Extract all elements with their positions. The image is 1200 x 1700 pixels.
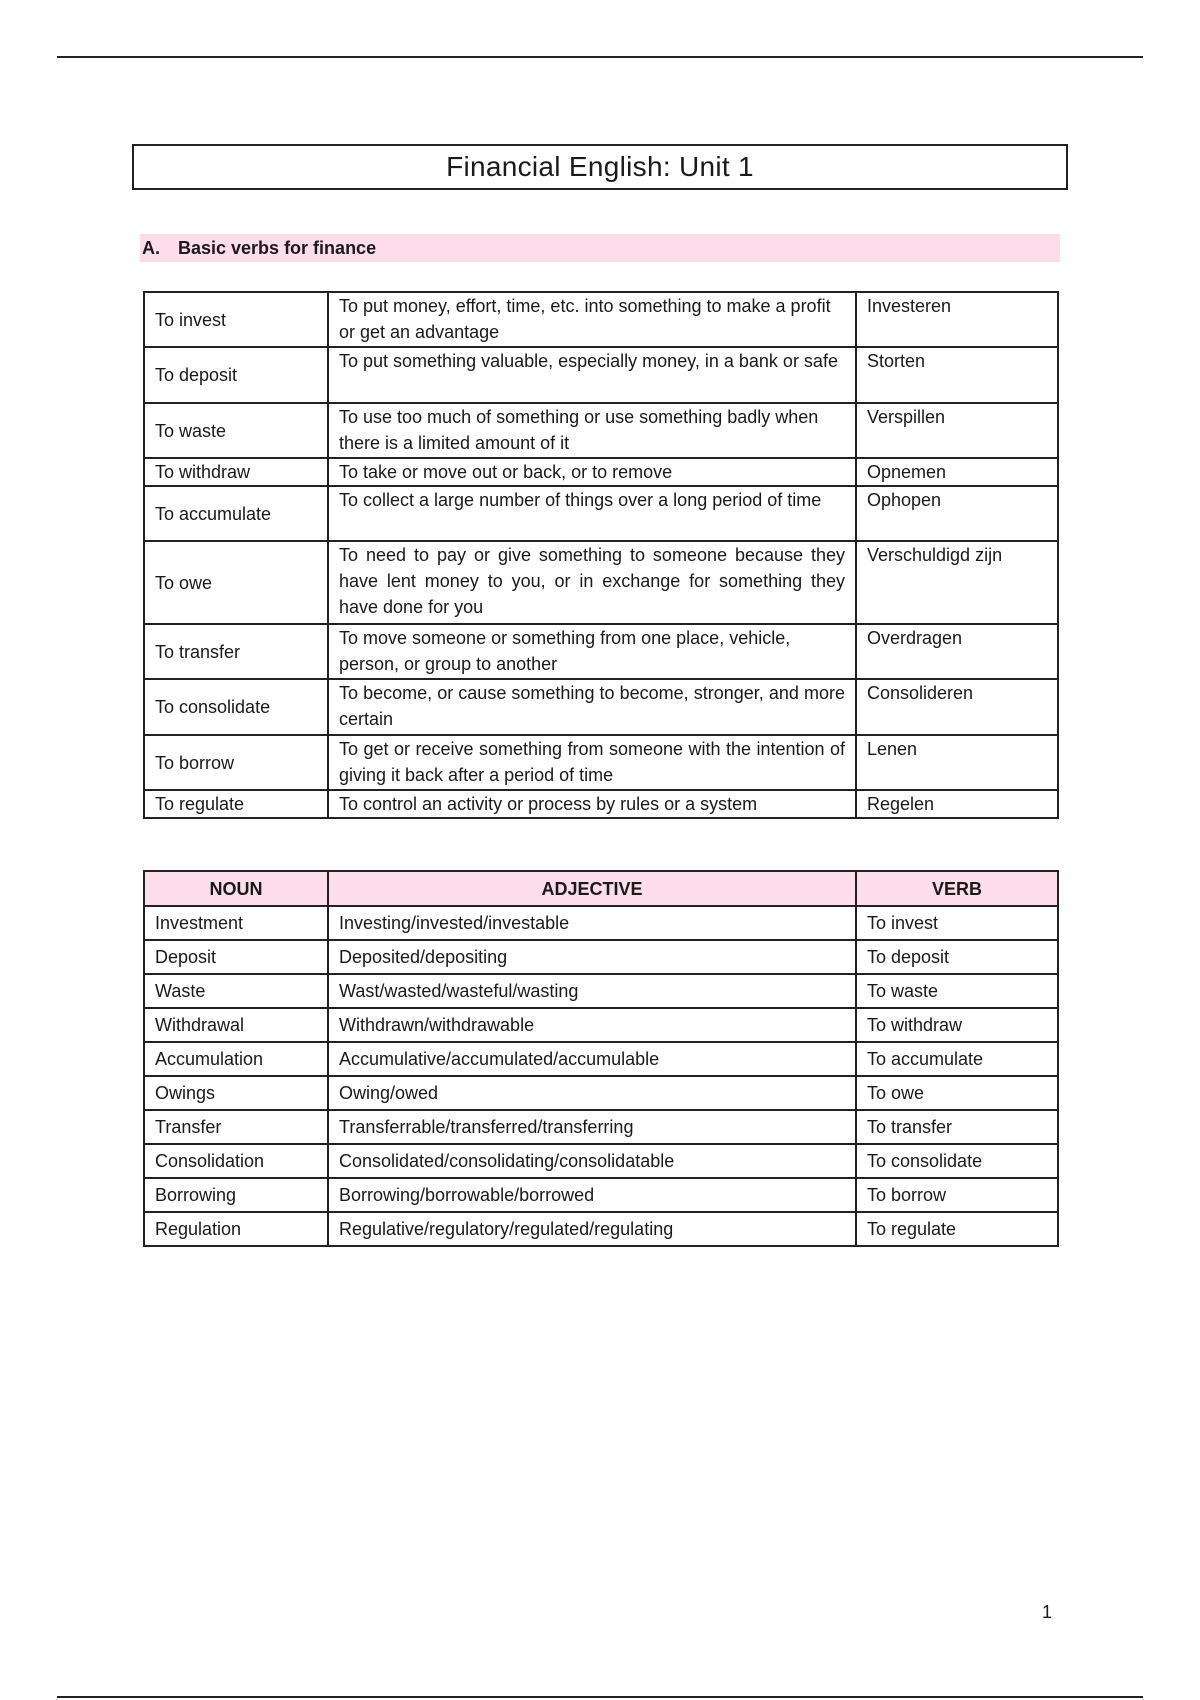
- noun-cell: Deposit: [144, 940, 328, 974]
- noun-cell: Regulation: [144, 1212, 328, 1246]
- verb-cell: To owe: [144, 541, 328, 624]
- dutch-translation-cell: Opnemen: [856, 458, 1058, 486]
- verb-cell: To withdraw: [856, 1008, 1058, 1042]
- dutch-translation-cell: Storten: [856, 347, 1058, 403]
- section-letter: A.: [142, 237, 160, 258]
- verb-cell: To regulate: [856, 1212, 1058, 1246]
- word-forms-table: [143, 870, 1059, 1247]
- header-rule: [57, 56, 1143, 58]
- dutch-translation-cell: Overdragen: [856, 624, 1058, 679]
- table-row: [144, 974, 1058, 1008]
- table-row: [144, 940, 1058, 974]
- dutch-translation-cell: Consolideren: [856, 679, 1058, 735]
- table-row: [144, 906, 1058, 940]
- table-row: [144, 790, 1058, 818]
- table-row: [144, 541, 1058, 624]
- adjective-cell: Deposited/depositing: [328, 940, 856, 974]
- adjective-column-header: ADJECTIVE: [328, 871, 856, 906]
- noun-cell: Waste: [144, 974, 328, 1008]
- table-row: [144, 1212, 1058, 1246]
- adjective-cell: Investing/invested/investable: [328, 906, 856, 940]
- dutch-translation-cell: Regelen: [856, 790, 1058, 818]
- definition-cell: To put something valuable, especially money, in a bank or safe: [328, 347, 856, 403]
- table-row: [144, 1008, 1058, 1042]
- verbs-table: [143, 291, 1059, 819]
- table-row: [144, 679, 1058, 735]
- verb-cell: To waste: [144, 403, 328, 458]
- table-row: [144, 1110, 1058, 1144]
- verb-cell: To deposit: [144, 347, 328, 403]
- table-row: [144, 292, 1058, 347]
- verb-cell: To transfer: [856, 1110, 1058, 1144]
- adjective-cell: Owing/owed: [328, 1076, 856, 1110]
- noun-cell: Transfer: [144, 1110, 328, 1144]
- document-title: Financial English: Unit 1: [446, 151, 754, 182]
- dutch-translation-cell: Investeren: [856, 292, 1058, 347]
- noun-column-header: NOUN: [144, 871, 328, 906]
- noun-cell: Consolidation: [144, 1144, 328, 1178]
- definition-cell: To collect a large number of things over a long period of time: [328, 486, 856, 541]
- table-row: [144, 1178, 1058, 1212]
- verb-cell: To regulate: [144, 790, 328, 818]
- table-row: [144, 1042, 1058, 1076]
- dutch-translation-cell: Lenen: [856, 735, 1058, 790]
- verb-cell: To invest: [856, 906, 1058, 940]
- table-row: [144, 486, 1058, 541]
- dutch-translation-cell: Verspillen: [856, 403, 1058, 458]
- verb-cell: To invest: [144, 292, 328, 347]
- definition-cell: To get or receive something from someone with the intention of giving it back after a period of time: [328, 735, 856, 790]
- table-row: [144, 1144, 1058, 1178]
- verb-cell: To withdraw: [144, 458, 328, 486]
- noun-cell: Withdrawal: [144, 1008, 328, 1042]
- noun-cell: Borrowing: [144, 1178, 328, 1212]
- definition-cell: To use too much of something or use something badly when there is a limited amount of it: [328, 403, 856, 458]
- verb-cell: To borrow: [144, 735, 328, 790]
- noun-cell: Accumulation: [144, 1042, 328, 1076]
- adjective-cell: Withdrawn/withdrawable: [328, 1008, 856, 1042]
- verb-cell: To consolidate: [856, 1144, 1058, 1178]
- adjective-cell: Consolidated/consolidating/consolidatable: [328, 1144, 856, 1178]
- definition-cell: To take or move out or back, or to remove: [328, 458, 856, 486]
- definition-cell: To become, or cause something to become, stronger, and more certain: [328, 679, 856, 735]
- section-title: Basic verbs for finance: [178, 237, 377, 258]
- table-row: [144, 347, 1058, 403]
- noun-cell: Investment: [144, 906, 328, 940]
- adjective-cell: Accumulative/accumulated/accumulable: [328, 1042, 856, 1076]
- definition-cell: To put money, effort, time, etc. into something to make a profit or get an advantage: [328, 292, 856, 347]
- verb-cell: To accumulate: [144, 486, 328, 541]
- table-row: [144, 735, 1058, 790]
- table-row: [144, 458, 1058, 486]
- verb-cell: To deposit: [856, 940, 1058, 974]
- document-title-box: [132, 144, 1068, 190]
- verb-cell: To owe: [856, 1076, 1058, 1110]
- definition-cell: To move someone or something from one place, vehicle, person, or group to another: [328, 624, 856, 679]
- definition-cell: To control an activity or process by rules or a system: [328, 790, 856, 818]
- adjective-cell: Transferrable/transferred/transferring: [328, 1110, 856, 1144]
- noun-cell: Owings: [144, 1076, 328, 1110]
- dutch-translation-cell: Ophopen: [856, 486, 1058, 541]
- adjective-cell: Wast/wasted/wasteful/wasting: [328, 974, 856, 1008]
- table-row: [144, 1076, 1058, 1110]
- verb-cell: To accumulate: [856, 1042, 1058, 1076]
- verb-cell: To consolidate: [144, 679, 328, 735]
- adjective-cell: Regulative/regulatory/regulated/regulating: [328, 1212, 856, 1246]
- table-row: [144, 624, 1058, 679]
- table-row: [144, 403, 1058, 458]
- dutch-translation-cell: Verschuldigd zijn: [856, 541, 1058, 624]
- verb-cell: To borrow: [856, 1178, 1058, 1212]
- verb-cell: To transfer: [144, 624, 328, 679]
- footer-rule: [57, 1696, 1143, 1698]
- adjective-cell: Borrowing/borrowable/borrowed: [328, 1178, 856, 1212]
- definition-cell: To need to pay or give something to someone because they have lent money to you, or in exchange for something they have done for you: [328, 541, 856, 624]
- page-number: 1: [1042, 1602, 1053, 1622]
- table-header-row: [144, 871, 1058, 906]
- section-a-heading: [140, 234, 1060, 262]
- verb-column-header: VERB: [856, 871, 1058, 906]
- verb-cell: To waste: [856, 974, 1058, 1008]
